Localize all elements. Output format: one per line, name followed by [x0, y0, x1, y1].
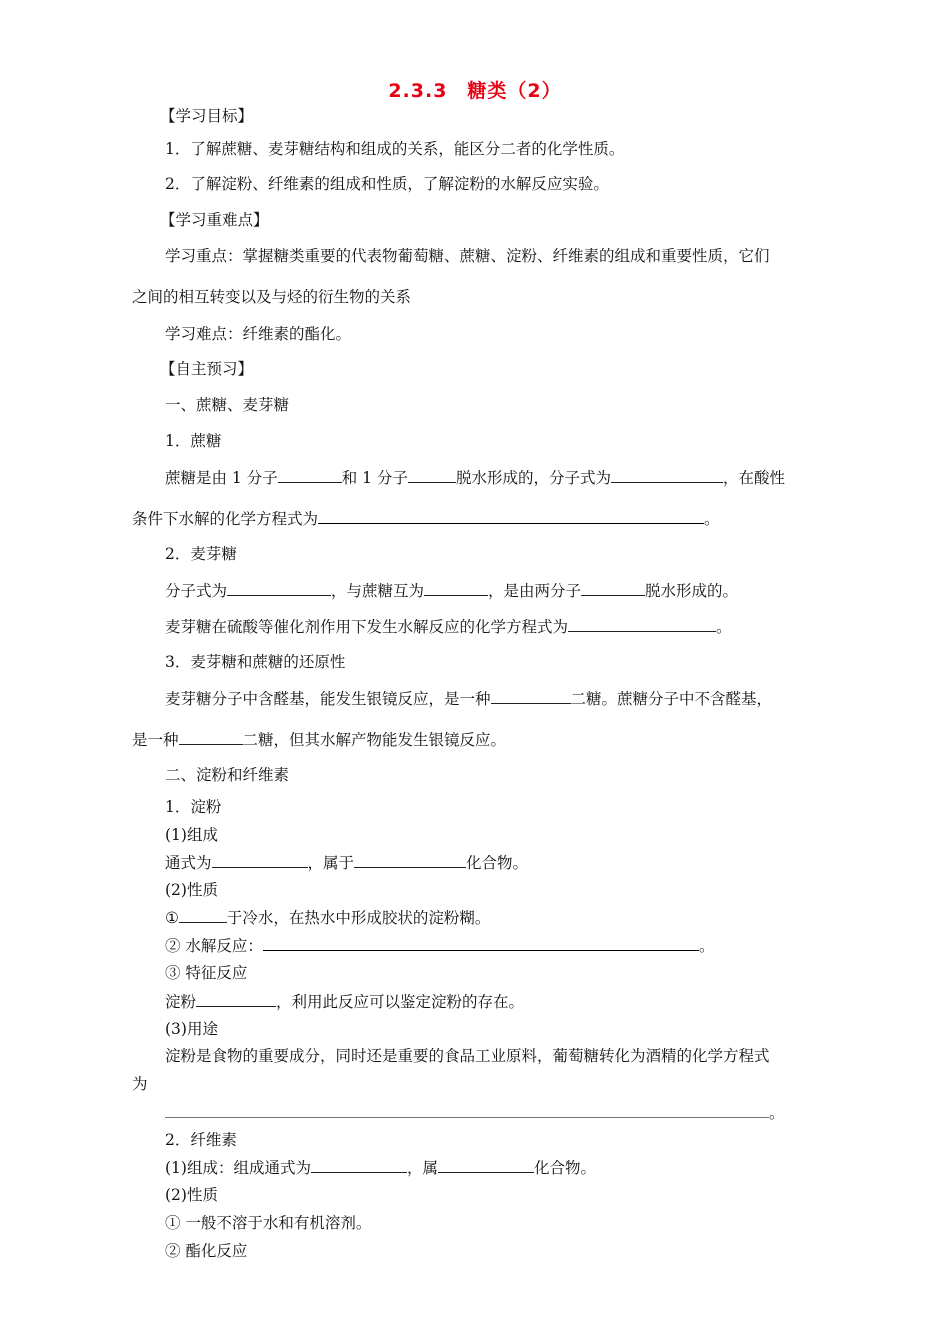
- section-1-heading: 一、蔗糖、麦芽糖: [165, 396, 290, 414]
- goals-heading: 【学习目标】: [160, 107, 254, 125]
- starch-heading: 1．淀粉: [165, 798, 222, 816]
- text-segment: 通式为: [165, 854, 212, 872]
- key-focus-line-1: 学习重点：掌握糖类重要的代表物葡萄糖、蔗糖、淀粉、纤维素的组成和重要性质，它们: [165, 247, 770, 265]
- answer-blank[interactable]: [408, 467, 456, 483]
- starch-properties-heading: (2)性质: [165, 881, 218, 899]
- starch-use-line-2: 为: [132, 1075, 148, 1093]
- text-segment: 麦芽糖在硫酸等催化剂作用下发生水解反应的化学方程式为: [165, 618, 569, 636]
- text-segment: 脱水形成的。: [645, 582, 739, 600]
- answer-blank[interactable]: [318, 508, 704, 524]
- goal-item-2: 2．了解淀粉、纤维素的组成和性质，了解淀粉的水解反应实验。: [165, 175, 609, 193]
- text-segment: 于冷水，在热水中形成胶状的淀粉糊。: [226, 909, 491, 927]
- starch-use-heading: (3)用途: [165, 1020, 218, 1038]
- text-segment: 蔗糖是由 1 分子: [165, 469, 278, 487]
- answer-blank[interactable]: [179, 907, 227, 923]
- answer-blank[interactable]: [611, 467, 723, 483]
- cellulose-property-1: ① 一般不溶于水和有机溶剂。: [165, 1214, 372, 1232]
- page-title: 2.3.3 糖类（2）: [388, 80, 562, 102]
- starch-composition: [165, 852, 528, 873]
- text-segment: 分子式为: [165, 582, 228, 600]
- maltose-paragraph-2: [165, 616, 732, 637]
- key-heading: 【学习重难点】: [160, 211, 269, 229]
- text-segment: 和 1 分子: [341, 469, 408, 487]
- answer-blank[interactable]: [581, 580, 645, 596]
- answer-blank[interactable]: [311, 1157, 407, 1173]
- answer-blank[interactable]: [278, 467, 342, 483]
- text-segment: 二糖。蔗糖分子中不含醛基，: [570, 690, 773, 708]
- sucrose-paragraph-1: [165, 467, 785, 488]
- text-segment: 麦芽糖分子中含醛基，能发生银镜反应，是一种: [165, 690, 491, 708]
- text-segment: 。: [716, 618, 732, 636]
- preview-heading: 【自主预习】: [160, 360, 254, 378]
- answer-blank[interactable]: [263, 935, 699, 951]
- text-segment: ，属: [406, 1159, 438, 1177]
- section-2-heading: 二、淀粉和纤维素: [165, 766, 290, 784]
- answer-blank[interactable]: [227, 580, 331, 596]
- sucrose-paragraph-2: [132, 508, 720, 529]
- starch-composition-heading: (1)组成: [165, 826, 218, 844]
- sucrose-heading: 1．蔗糖: [165, 432, 222, 450]
- key-focus-line-2: 之间的相互转变以及与烃的衍生物的关系: [132, 288, 412, 306]
- starch-property-3: ③ 特征反应: [165, 964, 248, 982]
- text-segment: 。: [698, 937, 715, 955]
- text-segment: 条件下水解的化学方程式为: [132, 510, 319, 528]
- cellulose-property-2: ② 酯化反应: [165, 1242, 248, 1260]
- answer-blank[interactable]: [491, 688, 571, 704]
- text-segment: 化合物。: [466, 854, 529, 872]
- key-difficulty: 学习难点：纤维素的酯化。: [165, 325, 352, 343]
- text-segment: 二糖，但其水解产物能发生银镜反应。: [242, 731, 507, 749]
- text-segment: ② 水解反应：: [165, 937, 263, 955]
- text-segment: 脱水形成的，分子式为: [455, 469, 611, 487]
- text-segment: 化合物。: [533, 1159, 596, 1177]
- text-segment: ，属于: [307, 854, 355, 872]
- reducing-paragraph-2: [132, 729, 506, 750]
- maltose-paragraph-1: [165, 580, 738, 601]
- text-segment: 淀粉: [165, 993, 197, 1011]
- maltose-heading: 2．麦芽糖: [165, 545, 237, 563]
- starch-property-3-detail: [165, 991, 524, 1012]
- starch-use-equation: [165, 1102, 785, 1123]
- text-segment: (1)组成：组成通式为: [165, 1159, 311, 1177]
- text-segment: 是一种: [132, 731, 179, 749]
- answer-blank[interactable]: [568, 616, 716, 632]
- cellulose-heading: 2．纤维素: [165, 1131, 237, 1149]
- text-segment: ，是由两分子: [488, 582, 582, 600]
- reducing-heading: 3．麦芽糖和蔗糖的还原性: [165, 653, 346, 671]
- text-segment: 。: [704, 510, 720, 528]
- answer-blank[interactable]: [424, 580, 488, 596]
- starch-property-2: [165, 935, 714, 956]
- starch-use-line-1: 淀粉是食物的重要成分，同时还是重要的食品工业原料，葡萄糖转化为酒精的化学方程式: [165, 1047, 770, 1065]
- answer-blank[interactable]: [438, 1157, 534, 1173]
- answer-blank[interactable]: [165, 1102, 769, 1118]
- answer-blank[interactable]: [196, 991, 276, 1007]
- answer-blank[interactable]: [179, 729, 243, 745]
- goal-item-1: 1．了解蔗糖、麦芽糖结构和组成的关系，能区分二者的化学性质。: [165, 140, 625, 158]
- reducing-paragraph-1: [165, 688, 772, 709]
- text-segment: ，利用此反应可以鉴定淀粉的存在。: [276, 993, 525, 1011]
- answer-blank[interactable]: [212, 852, 308, 868]
- text-segment: 。: [769, 1104, 785, 1122]
- text-segment: ①: [165, 909, 179, 927]
- cellulose-properties-heading: (2)性质: [165, 1186, 218, 1204]
- starch-property-1: [165, 907, 490, 928]
- answer-blank[interactable]: [354, 852, 466, 868]
- text-segment: ，在酸性: [722, 469, 785, 487]
- text-segment: ，与蔗糖互为: [331, 582, 425, 600]
- cellulose-composition: [165, 1157, 596, 1178]
